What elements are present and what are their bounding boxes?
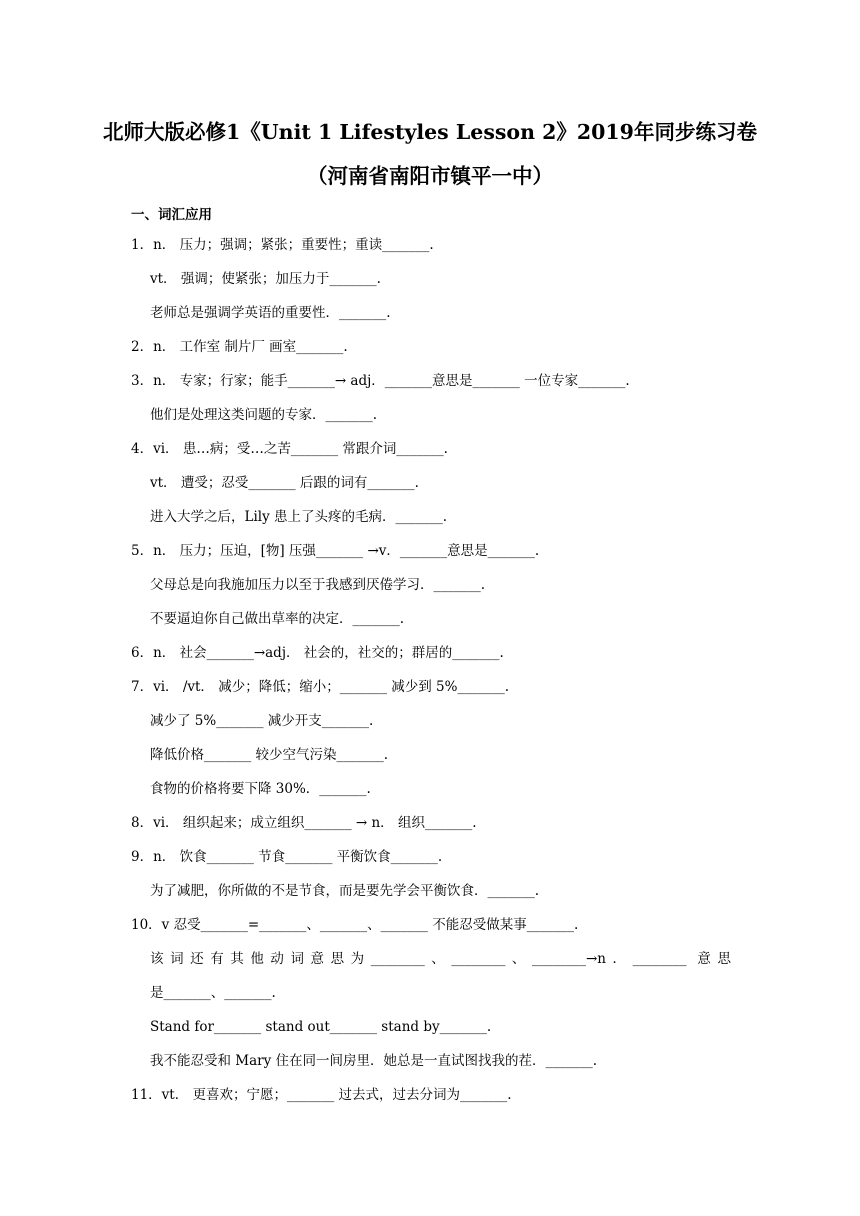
item-7-phrases-1: 减少了 5%_______ 减少开支_______. (150, 713, 374, 729)
item-6-line: 6．n． 社会_______→adj． 社会的，社交的；群居的_______. (131, 645, 504, 661)
item-4-sentence: 进入大学之后，Lily 患上了头疼的毛病．_______. (150, 509, 448, 525)
item-7-phrases-2: 降低价格_______ 较少空气污染_______. (150, 747, 389, 763)
section-heading: 一、词汇应用 (131, 207, 212, 223)
item-5-sentence-1: 父母总是向我施加压力以至于我感到厌倦学习．_______. (150, 577, 486, 593)
page-title: 北师大版必修1《Unit 1 Lifestyles Lesson 2》2019年同步练习卷 (103, 120, 757, 144)
item-7-sentence: 食物的价格将要下降 30%．_______. (150, 781, 371, 797)
item-10-phrases: Stand for_______ stand out_______ stand by_______. (150, 1019, 492, 1035)
item-3-sentence: 他们是处理这类问题的专家．_______. (150, 407, 378, 423)
item-1-vt-line: vt． 强调；使紧张；加压力于_______. (150, 271, 381, 287)
item-10-verb-meanings: 该词还有其他动词意思为________、________、________→n．________ 意思 (150, 951, 731, 967)
item-9-line: 9．n． 饮食_______ 节食_______ 平衡饮食_______. (131, 849, 443, 865)
page-subtitle: （河南省南阳市镇平一中） (307, 164, 553, 188)
item-8-line: 8．vi． 组织起来；成立组织_______ → n． 组织_______. (131, 815, 477, 831)
item-4-line: 4．vi． 患…病；受…之苦_______ 常跟介词_______. (131, 441, 448, 457)
item-10-meanings-cont: 是_______、_______. (150, 985, 276, 1001)
item-7-line: 7．vi． /vt． 减少；降低；缩小；_______ 减少到 5%_______. (131, 679, 510, 695)
item-10-line: 10．v 忍受_______=_______、_______、_______ 不能忍受做某事_______. (131, 917, 579, 933)
item-1-line: 1．n． 压力；强调；紧张；重要性；重读_______. (131, 237, 434, 253)
item-5-line: 5．n． 压力；压迫，[物] 压强_______ →v．_______意思是_______. (131, 543, 540, 559)
item-9-sentence: 为了减肥，你所做的不是节食，而是要先学会平衡饮食．_______. (150, 883, 540, 899)
item-5-sentence-2: 不要逼迫你自己做出草率的决定．_______. (150, 611, 405, 627)
item-4-vt-line: vt． 遭受；忍受_______ 后跟的词有_______. (150, 475, 419, 491)
item-2-line: 2．n． 工作室 制片厂 画室_______. (131, 339, 348, 355)
item-10-sentence: 我不能忍受和 Mary 住在同一间房里．她总是一直试图找我的茬．_______. (150, 1053, 598, 1069)
item-3-line: 3．n． 专家；行家；能手_______→ adj．_______意思是_______ 一位专家_______. (131, 373, 630, 389)
item-11-line: 11．vt． 更喜欢；宁愿；_______ 过去式，过去分词为_______. (131, 1087, 512, 1103)
item-1-sentence: 老师总是强调学英语的重要性．_______. (150, 305, 391, 321)
